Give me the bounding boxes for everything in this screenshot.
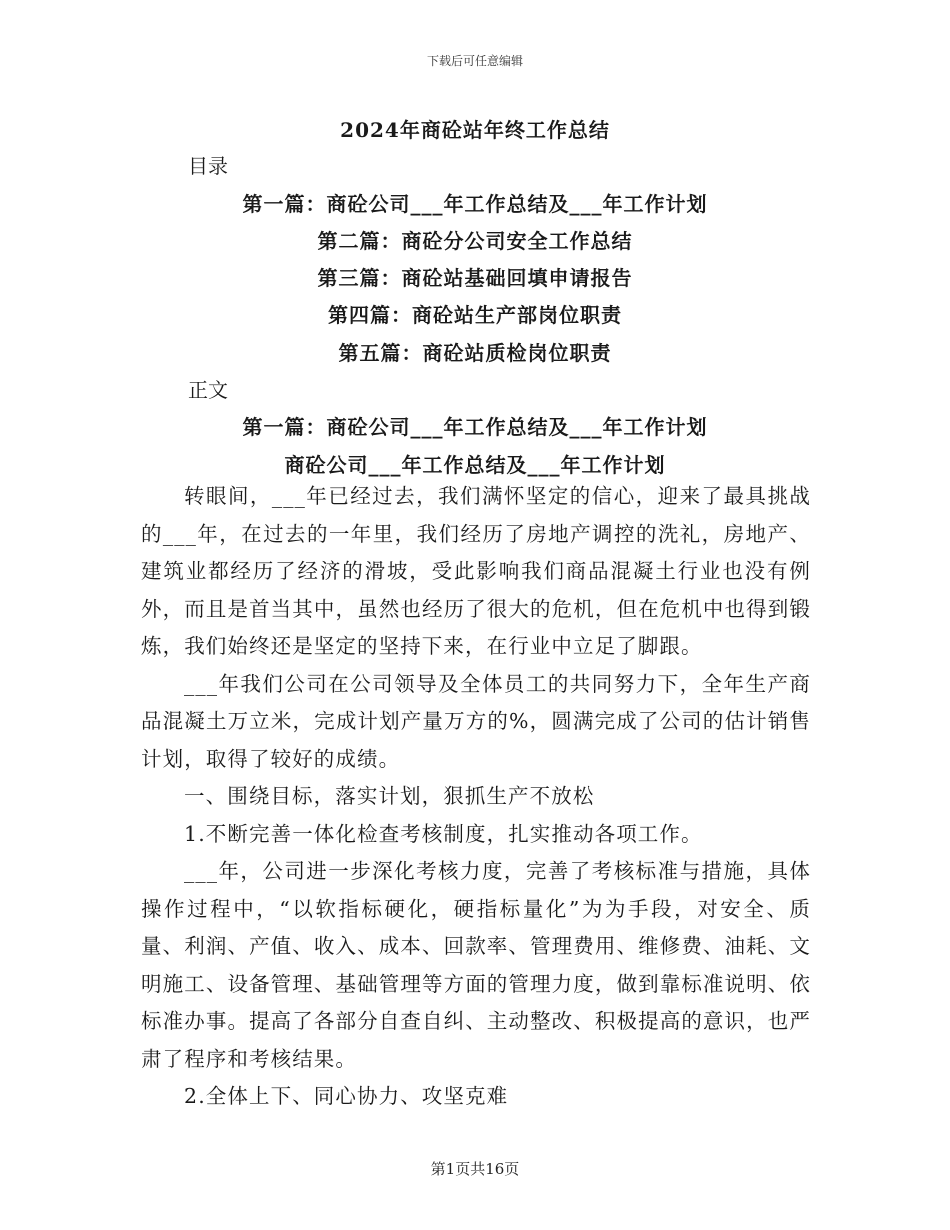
toc-item: 第一篇：商砼公司___年工作总结及___年工作计划 — [242, 192, 708, 216]
header-note: 下载后可任意编辑 — [426, 54, 523, 68]
paragraph: 一、围绕目标，落实计划，狠抓生产不放松 — [184, 784, 595, 808]
toc-item: 第五篇：商砼站质检岗位职责 — [338, 341, 612, 365]
toc-item: 第三篇：商砼站基础回填申请报告 — [317, 266, 633, 290]
article-body — [141, 478, 811, 1116]
document-title: 2024年商砼站年终工作总结 — [340, 118, 610, 142]
paragraph: 2.全体上下、同心协力、攻坚克难 — [184, 1084, 509, 1108]
article-subheading: 商砼公司___年工作总结及___年工作计划 — [284, 453, 666, 477]
body-label: 正文 — [188, 378, 228, 402]
paragraph: 转眼间，___年已经过去，我们满怀坚定的信心，迎来了最具挑战的___年，在过去的一年里，我们经历了房地产调控的洗礼，房地产、建筑业都经历了经济的滑坡，受此影响我们商品混凝土行业也没有例外，而且是首当其中，虽然也经历了很大的危机，但在危机中也得到锻炼，我们始终还是坚定的坚持下来，在行业中立足了脚跟。 — [141, 484, 811, 658]
page-footer: 第1页共16页 — [430, 1160, 520, 1178]
paragraph: ___年，公司进一步深化考核力度，完善了考核标准与措施，具体操作过程中，“以软指标硬化，硬指标量化”为为手段，对安全、质量、利润、产值、收入、成本、回款率、管理费用、维修费、油耗、文明施工、设备管理、基础管理等方面的管理力度，做到靠标准说明、依标准办事。提高了各部分自查自纠、主动整改、积极提高的意识，也严肃了程序和考核结果。 — [141, 859, 811, 1071]
paragraph: ___年我们公司在公司领导及全体员工的共同努力下，全年生产商品混凝土万立米，完成计划产量万方的%，圆满完成了公司的估计销售计划，取得了较好的成绩。 — [141, 671, 811, 771]
paragraph: 1.不断完善一体化检查考核制度，扎实推动各项工作。 — [184, 821, 703, 846]
toc-label: 目录 — [188, 154, 228, 178]
article-heading: 第一篇：商砼公司___年工作总结及___年工作计划 — [242, 415, 708, 439]
toc-item: 第二篇：商砼分公司安全工作总结 — [317, 229, 633, 253]
toc-item: 第四篇：商砼站生产部岗位职责 — [328, 303, 622, 327]
